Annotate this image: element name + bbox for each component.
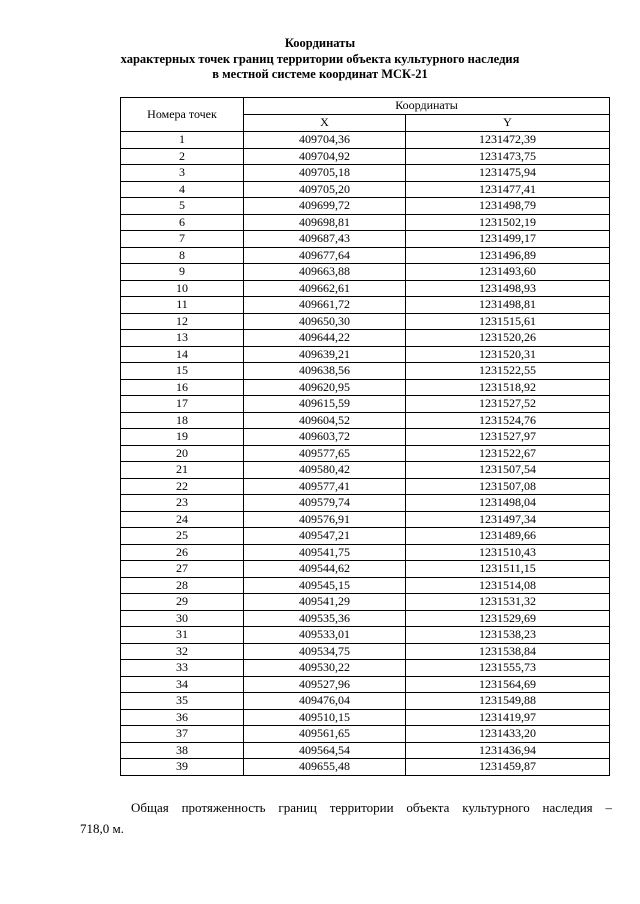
point-number-cell: 7 — [121, 231, 244, 248]
y-coordinate-cell: 1231472,39 — [406, 132, 610, 149]
point-number-cell: 30 — [121, 610, 244, 627]
table-row — [121, 511, 610, 528]
point-number-cell: 10 — [121, 280, 244, 297]
table-row — [121, 181, 610, 198]
point-number-cell: 36 — [121, 709, 244, 726]
table-row — [121, 726, 610, 743]
point-number-cell: 1 — [121, 132, 244, 149]
document-subtitle: характерных точек границ территории объекта культурного наследия — [120, 52, 520, 66]
point-number-cell: 31 — [121, 627, 244, 644]
point-number-cell: 26 — [121, 544, 244, 561]
y-coordinate-cell: 1231527,52 — [406, 396, 610, 413]
point-number-cell: 9 — [121, 264, 244, 281]
table-row — [121, 379, 610, 396]
y-coordinate-cell: 1231520,26 — [406, 330, 610, 347]
point-number-cell: 23 — [121, 495, 244, 512]
y-coordinate-cell: 1231564,69 — [406, 676, 610, 693]
point-number-cell: 33 — [121, 660, 244, 677]
point-number-cell: 3 — [121, 165, 244, 182]
table-row — [121, 627, 610, 644]
point-number-cell: 6 — [121, 214, 244, 231]
column-header-y: Y — [406, 115, 610, 132]
y-coordinate-cell: 1231510,43 — [406, 544, 610, 561]
coordinates-table-body — [121, 132, 610, 776]
point-number-cell: 2 — [121, 148, 244, 165]
table-row — [121, 264, 610, 281]
point-number-cell: 35 — [121, 693, 244, 710]
x-coordinate-cell: 409661,72 — [244, 297, 406, 314]
y-coordinate-cell: 1231498,81 — [406, 297, 610, 314]
table-row — [121, 676, 610, 693]
y-coordinate-cell: 1231507,08 — [406, 478, 610, 495]
x-coordinate-cell: 409533,01 — [244, 627, 406, 644]
x-coordinate-cell: 409577,41 — [244, 478, 406, 495]
point-number-cell: 22 — [121, 478, 244, 495]
table-row — [121, 577, 610, 594]
y-coordinate-cell: 1231497,34 — [406, 511, 610, 528]
table-row — [121, 198, 610, 215]
point-number-cell: 12 — [121, 313, 244, 330]
boundary-length-value: 718,0 м. — [80, 821, 124, 836]
y-coordinate-cell: 1231499,17 — [406, 231, 610, 248]
x-coordinate-cell: 409650,30 — [244, 313, 406, 330]
y-coordinate-cell: 1231524,76 — [406, 412, 610, 429]
coordinates-table — [120, 97, 610, 776]
y-coordinate-cell: 1231498,79 — [406, 198, 610, 215]
table-row — [121, 495, 610, 512]
document-title: Координаты — [284, 36, 356, 50]
point-number-cell: 25 — [121, 528, 244, 545]
x-coordinate-cell: 409576,91 — [244, 511, 406, 528]
y-coordinate-cell: 1231473,75 — [406, 148, 610, 165]
x-coordinate-cell: 409535,36 — [244, 610, 406, 627]
x-coordinate-cell: 409545,15 — [244, 577, 406, 594]
point-number-cell: 32 — [121, 643, 244, 660]
x-coordinate-cell: 409510,15 — [244, 709, 406, 726]
x-coordinate-cell: 409705,18 — [244, 165, 406, 182]
y-coordinate-cell: 1231520,31 — [406, 346, 610, 363]
x-coordinate-cell: 409604,52 — [244, 412, 406, 429]
point-number-cell: 16 — [121, 379, 244, 396]
table-row — [121, 231, 610, 248]
y-coordinate-cell: 1231555,73 — [406, 660, 610, 677]
column-header-point-numbers: Номера точек — [121, 98, 244, 132]
table-row — [121, 313, 610, 330]
y-coordinate-cell: 1231436,94 — [406, 742, 610, 759]
x-coordinate-cell: 409541,75 — [244, 544, 406, 561]
point-number-cell: 14 — [121, 346, 244, 363]
x-coordinate-cell: 409603,72 — [244, 429, 406, 446]
y-coordinate-cell: 1231527,97 — [406, 429, 610, 446]
x-coordinate-cell: 409687,43 — [244, 231, 406, 248]
point-number-cell: 38 — [121, 742, 244, 759]
point-number-cell: 8 — [121, 247, 244, 264]
y-coordinate-cell: 1231549,88 — [406, 693, 610, 710]
x-coordinate-cell: 409580,42 — [244, 462, 406, 479]
y-coordinate-cell: 1231489,66 — [406, 528, 610, 545]
point-number-cell: 24 — [121, 511, 244, 528]
table-row — [121, 396, 610, 413]
y-coordinate-cell: 1231459,87 — [406, 759, 610, 776]
table-row — [121, 742, 610, 759]
point-number-cell: 27 — [121, 561, 244, 578]
table-row — [121, 660, 610, 677]
column-header-coordinates: Координаты — [244, 98, 610, 115]
x-coordinate-cell: 409530,22 — [244, 660, 406, 677]
point-number-cell: 15 — [121, 363, 244, 380]
y-coordinate-cell: 1231498,04 — [406, 495, 610, 512]
point-number-cell: 11 — [121, 297, 244, 314]
table-row — [121, 280, 610, 297]
boundary-length-paragraph — [80, 797, 612, 839]
x-coordinate-cell: 409655,48 — [244, 759, 406, 776]
point-number-cell: 34 — [121, 676, 244, 693]
y-coordinate-cell: 1231522,67 — [406, 445, 610, 462]
table-row — [121, 330, 610, 347]
table-row — [121, 759, 610, 776]
y-coordinate-cell: 1231514,08 — [406, 577, 610, 594]
document-subtitle-crs: в местной системе координат МСК-21 — [212, 67, 428, 81]
table-row — [121, 132, 610, 149]
x-coordinate-cell: 409579,74 — [244, 495, 406, 512]
y-coordinate-cell: 1231433,20 — [406, 726, 610, 743]
x-coordinate-cell: 409564,54 — [244, 742, 406, 759]
x-coordinate-cell: 409638,56 — [244, 363, 406, 380]
x-coordinate-cell: 409663,88 — [244, 264, 406, 281]
x-coordinate-cell: 409577,65 — [244, 445, 406, 462]
table-row — [121, 445, 610, 462]
y-coordinate-cell: 1231507,54 — [406, 462, 610, 479]
table-row — [121, 610, 610, 627]
y-coordinate-cell: 1231496,89 — [406, 247, 610, 264]
x-coordinate-cell: 409662,61 — [244, 280, 406, 297]
y-coordinate-cell: 1231531,32 — [406, 594, 610, 611]
point-number-cell: 21 — [121, 462, 244, 479]
x-coordinate-cell: 409639,21 — [244, 346, 406, 363]
point-number-cell: 37 — [121, 726, 244, 743]
table-row — [121, 643, 610, 660]
x-coordinate-cell: 409699,72 — [244, 198, 406, 215]
table-row — [121, 693, 610, 710]
y-coordinate-cell: 1231522,55 — [406, 363, 610, 380]
table-row — [121, 165, 610, 182]
y-coordinate-cell: 1231493,60 — [406, 264, 610, 281]
point-number-cell: 19 — [121, 429, 244, 446]
x-coordinate-cell: 409705,20 — [244, 181, 406, 198]
column-header-x: X — [244, 115, 406, 132]
y-coordinate-cell: 1231529,69 — [406, 610, 610, 627]
point-number-cell: 28 — [121, 577, 244, 594]
x-coordinate-cell: 409644,22 — [244, 330, 406, 347]
x-coordinate-cell: 409561,65 — [244, 726, 406, 743]
table-row — [121, 594, 610, 611]
y-coordinate-cell: 1231538,84 — [406, 643, 610, 660]
x-coordinate-cell: 409677,64 — [244, 247, 406, 264]
table-row — [121, 346, 610, 363]
x-coordinate-cell: 409534,75 — [244, 643, 406, 660]
table-row — [121, 214, 610, 231]
table-row — [121, 297, 610, 314]
y-coordinate-cell: 1231538,23 — [406, 627, 610, 644]
point-number-cell: 17 — [121, 396, 244, 413]
point-number-cell: 18 — [121, 412, 244, 429]
point-number-cell: 39 — [121, 759, 244, 776]
x-coordinate-cell: 409544,62 — [244, 561, 406, 578]
table-row — [121, 412, 610, 429]
x-coordinate-cell: 409476,04 — [244, 693, 406, 710]
table-row — [121, 709, 610, 726]
y-coordinate-cell: 1231518,92 — [406, 379, 610, 396]
x-coordinate-cell: 409615,59 — [244, 396, 406, 413]
table-row — [121, 148, 610, 165]
x-coordinate-cell: 409704,92 — [244, 148, 406, 165]
x-coordinate-cell: 409541,29 — [244, 594, 406, 611]
table-row — [121, 561, 610, 578]
point-number-cell: 20 — [121, 445, 244, 462]
y-coordinate-cell: 1231419,97 — [406, 709, 610, 726]
x-coordinate-cell: 409704,36 — [244, 132, 406, 149]
y-coordinate-cell: 1231515,61 — [406, 313, 610, 330]
y-coordinate-cell: 1231475,94 — [406, 165, 610, 182]
table-row — [121, 478, 610, 495]
x-coordinate-cell: 409527,96 — [244, 676, 406, 693]
y-coordinate-cell: 1231502,19 — [406, 214, 610, 231]
x-coordinate-cell: 409547,21 — [244, 528, 406, 545]
point-number-cell: 5 — [121, 198, 244, 215]
x-coordinate-cell: 409698,81 — [244, 214, 406, 231]
table-row — [121, 429, 610, 446]
point-number-cell: 4 — [121, 181, 244, 198]
y-coordinate-cell: 1231498,93 — [406, 280, 610, 297]
point-number-cell: 29 — [121, 594, 244, 611]
y-coordinate-cell: 1231511,15 — [406, 561, 610, 578]
table-row — [121, 528, 610, 545]
boundary-length-text: Общая протяженность границ территории объекта культурного наследия – — [131, 800, 612, 815]
x-coordinate-cell: 409620,95 — [244, 379, 406, 396]
y-coordinate-cell: 1231477,41 — [406, 181, 610, 198]
table-row — [121, 363, 610, 380]
table-row — [121, 462, 610, 479]
table-row — [121, 247, 610, 264]
point-number-cell: 13 — [121, 330, 244, 347]
table-row — [121, 544, 610, 561]
